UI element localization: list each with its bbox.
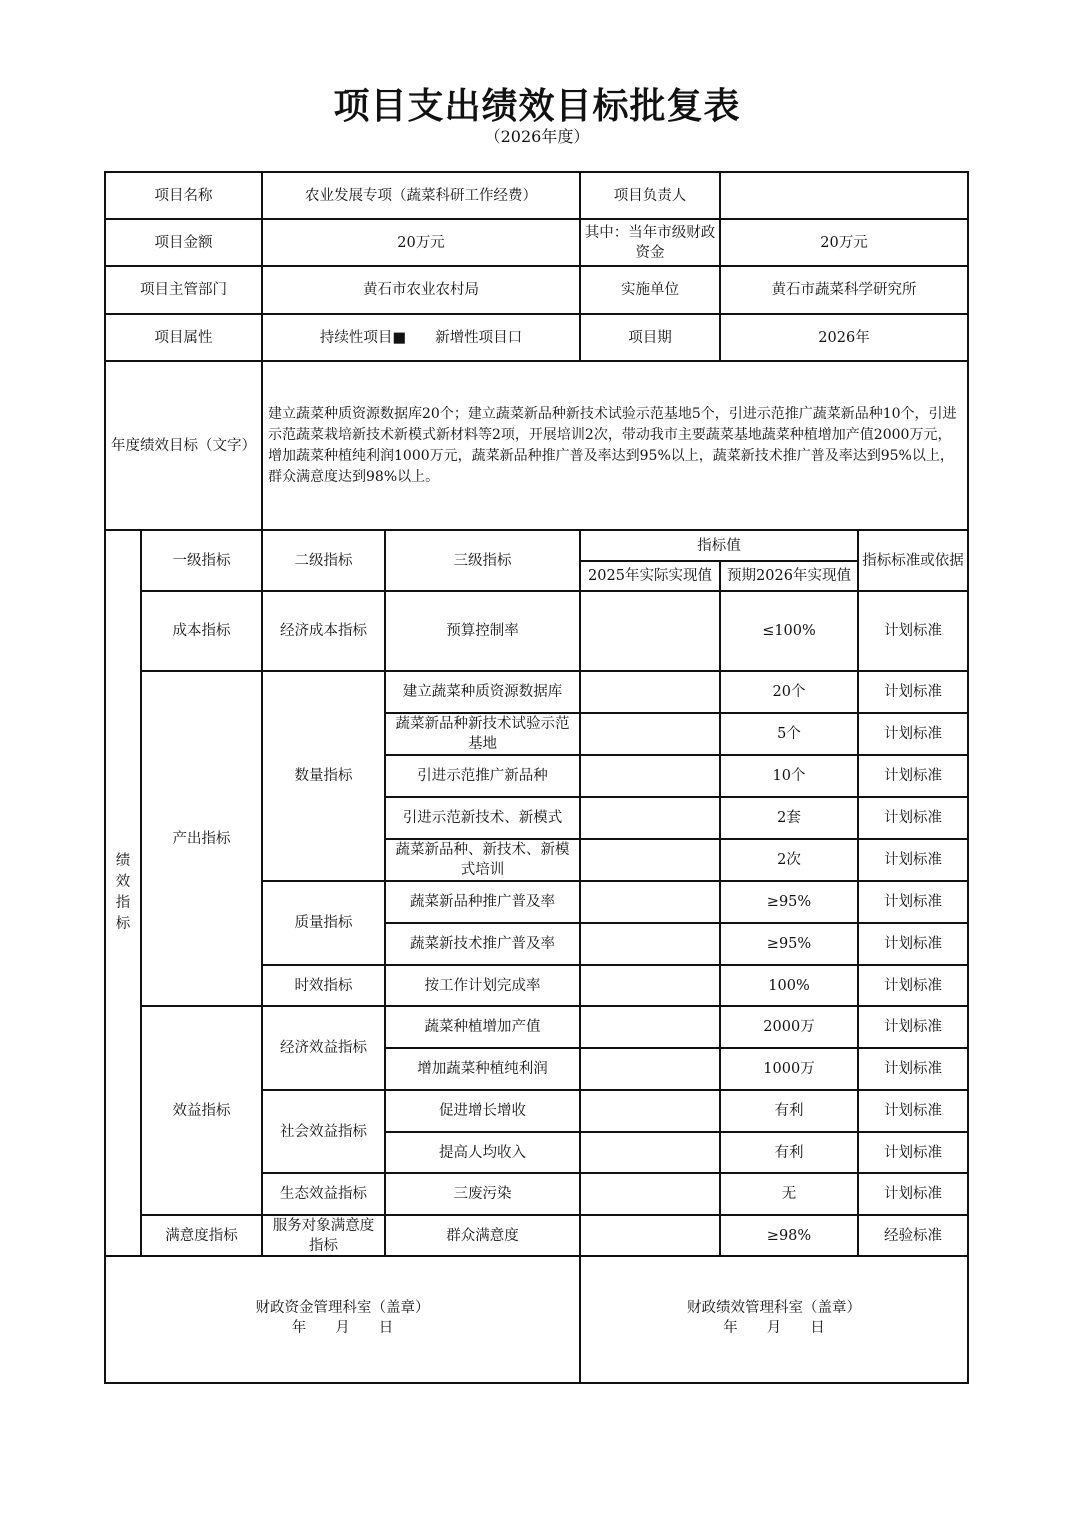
- table-rule: [261, 1005, 386, 1007]
- indicator-actual-2025: [580, 797, 720, 839]
- table-rule: [261, 1214, 386, 1216]
- indicator-name-text: 三废污染: [453, 1186, 512, 1202]
- table-rule: [384, 838, 969, 840]
- header-level3: [385, 530, 580, 591]
- indicator-basis-text: 计划标准: [884, 623, 942, 639]
- table-rule: [104, 313, 969, 315]
- indicator-name: [385, 671, 580, 713]
- table-rule: [140, 590, 969, 592]
- indicator-basis-text: 计划标准: [884, 936, 942, 952]
- indicator-expected-2026-text: 1000万: [763, 1061, 815, 1077]
- indicator-basis: [858, 797, 968, 839]
- attr-secondary-label-text: 项目期: [628, 329, 672, 346]
- indicator-name-text: 蔬菜新品种推广普及率: [410, 894, 555, 910]
- table-rule: [384, 1047, 969, 1049]
- right-office-label: 财政绩效管理科室（盖章）: [687, 1300, 861, 1316]
- table-rule: [384, 1214, 969, 1216]
- dept-label-text: 项目主管部门: [140, 282, 227, 298]
- indicator-actual-2025: [580, 1048, 720, 1090]
- dept-value-text: 黄石市农业农村局: [363, 282, 479, 298]
- indicator-basis: [858, 591, 968, 671]
- indicator-name-text: 蔬菜新技术推广普及率: [410, 936, 555, 952]
- indicator-name-text: 群众满意度: [446, 1227, 519, 1244]
- indicator-name: [385, 1215, 580, 1256]
- attr-secondary-label: [580, 314, 720, 361]
- dept-value: [262, 266, 580, 314]
- indicator-basis-text: 计划标准: [884, 768, 942, 784]
- indicator-basis-text: 计划标准: [884, 977, 942, 994]
- attr-label: [105, 314, 262, 361]
- table-rule: [104, 218, 969, 220]
- indicator-expected-2026: [720, 1090, 858, 1132]
- indicator-actual-2025: [580, 591, 720, 671]
- indicator-expected-2026-text: 无: [781, 1186, 797, 1202]
- indicator-basis-text: 计划标准: [884, 1019, 942, 1035]
- indicator-actual-2025: [580, 755, 720, 797]
- indicator-basis: [858, 755, 968, 797]
- indicator-expected-2026: [720, 671, 858, 713]
- level2-indicator: [262, 671, 385, 881]
- project-value-text: 农业发展专项（蔬菜科研工作经费）: [305, 187, 537, 204]
- indicator-expected-2026-text: 2000万: [763, 1019, 815, 1035]
- level2-indicator: [262, 1215, 385, 1256]
- table-rule: [384, 1172, 969, 1174]
- indicator-name: [385, 1132, 580, 1173]
- project-secondary-value: [720, 172, 968, 219]
- indicator-basis-text: 经验标准: [884, 1227, 942, 1244]
- project-label-text: 项目名称: [154, 187, 213, 204]
- amount-label-text: 项目金额: [154, 234, 213, 251]
- goal-label-text: 年度绩效目标（文字）: [111, 437, 256, 454]
- indicator-basis-text: 计划标准: [884, 1144, 942, 1161]
- attr-label-text: 项目属性: [154, 329, 213, 346]
- table-rule: [384, 712, 969, 714]
- header-level2: [262, 530, 385, 591]
- table-rule: [384, 529, 386, 1257]
- level2-indicator: [262, 965, 385, 1006]
- project-label: [105, 172, 262, 219]
- left-office-label: 财政资金管理科室（盖章）: [255, 1300, 430, 1316]
- dept-secondary-label-text: 实施单位: [621, 282, 679, 298]
- indicator-basis: [858, 1173, 968, 1215]
- indicator-expected-2026-text: 2套: [777, 810, 801, 826]
- level2-indicator: [262, 1006, 385, 1090]
- table-rule: [719, 560, 721, 1257]
- indicator-actual-2025: [580, 1215, 720, 1256]
- indicator-basis-text: 计划标准: [884, 1061, 942, 1077]
- indicator-name-text: 蔬菜种植增加产值: [424, 1019, 541, 1035]
- table-rule: [857, 529, 859, 1257]
- attr-value-text: 持续性项目■ 新增性项目口: [319, 329, 523, 346]
- indicator-expected-2026-text: 有利: [774, 1144, 804, 1161]
- goal-text-text: 建立蔬菜种质资源数据库20个；建立蔬菜新品种新技术试验示范基地5个，引进示范推广蔬菜新品种10个，引进示范蔬菜栽培新技术新模式新材料等2项，开展培训2次，带动我市主要蔬菜基地蔬菜种植增加产值2000万元，增加蔬菜种植纯利润1000万元，蔬菜新品种推广普及率达到95%以上，蔬菜新技术推广普及率达到95%以上，群众满意度达到98%以上。: [268, 405, 957, 485]
- attr-secondary-value: [720, 314, 968, 361]
- level2-indicator-text: 服务对象满意度指标: [272, 1217, 375, 1254]
- indicator-name-text: 预算控制率: [446, 623, 519, 639]
- header-level2-text: 二级指标: [294, 552, 353, 569]
- indicator-basis-text: 计划标准: [884, 684, 942, 700]
- level1-indicator-text: 满意度指标: [165, 1227, 238, 1244]
- indicator-basis: [858, 1215, 968, 1256]
- indicator-basis: [858, 671, 968, 713]
- indicator-expected-2026: [720, 1006, 858, 1048]
- table-rule: [140, 529, 142, 1257]
- indicator-name: [385, 881, 580, 923]
- header-basis: [858, 530, 968, 591]
- table-rule: [261, 1172, 386, 1174]
- table-rule: [104, 265, 969, 267]
- indicator-expected-2026: [720, 713, 858, 755]
- dept-label: [105, 266, 262, 314]
- amount-value: [262, 219, 580, 266]
- table-rule: [261, 1089, 386, 1091]
- indicator-name-text: 蔬菜新品种新技术试验示范基地: [395, 716, 570, 752]
- indicator-basis-text: 计划标准: [884, 810, 942, 826]
- indicator-actual-2025: [580, 671, 720, 713]
- indicator-expected-2026: [720, 1215, 858, 1256]
- project-value: [262, 172, 580, 219]
- performance-indicators-label: [105, 530, 141, 1256]
- indicator-expected-2026-text: 2次: [777, 852, 801, 868]
- header-value-text: 指标值: [697, 537, 741, 554]
- level1-indicator: [141, 1215, 262, 1256]
- indicator-basis-text: 计划标准: [884, 1186, 942, 1202]
- goal-label: [105, 361, 262, 530]
- indicator-expected-2026-text: ≥95%: [766, 936, 812, 952]
- table-rule: [384, 964, 969, 966]
- indicator-expected-2026-text: 20个: [772, 684, 806, 700]
- level1-indicator-text: 产出指标: [172, 830, 231, 847]
- indicator-actual-2025: [580, 1090, 720, 1132]
- indicator-actual-2025: [580, 881, 720, 923]
- indicator-basis: [858, 1090, 968, 1132]
- indicator-name: [385, 839, 580, 881]
- indicator-name: [385, 797, 580, 839]
- indicator-expected-2026-text: ≤100%: [762, 623, 816, 639]
- header-expected-2026-text: 预期2026年实现值: [727, 568, 851, 584]
- goal-text: [262, 361, 968, 530]
- table-rule: [579, 529, 581, 1384]
- indicator-name: [385, 1048, 580, 1090]
- indicator-expected-2026-text: 100%: [768, 977, 810, 994]
- level1-indicator-text: 效益指标: [172, 1102, 231, 1119]
- level2-indicator: [262, 1173, 385, 1215]
- level1-indicator: [141, 1006, 262, 1215]
- header-value: [580, 530, 858, 561]
- indicator-basis: [858, 1132, 968, 1173]
- indicator-expected-2026: [720, 923, 858, 965]
- indicator-name: [385, 755, 580, 797]
- table-rule: [384, 1005, 969, 1007]
- level2-indicator-text: 经济成本指标: [280, 623, 367, 639]
- indicator-basis: [858, 1006, 968, 1048]
- indicator-name: [385, 1006, 580, 1048]
- indicator-basis-text: 计划标准: [884, 1103, 942, 1119]
- indicator-basis: [858, 1048, 968, 1090]
- indicator-name: [385, 591, 580, 671]
- indicator-expected-2026: [720, 839, 858, 881]
- indicator-expected-2026-text: 10个: [772, 768, 806, 784]
- header-level1-text: 一级指标: [172, 552, 231, 569]
- table-rule: [384, 796, 969, 798]
- indicator-name-text: 提高人均收入: [439, 1144, 526, 1161]
- level1-indicator-text: 成本指标: [172, 623, 231, 639]
- left-date-label: 年 月 日: [291, 1320, 394, 1336]
- left-signature-block: [105, 1256, 580, 1383]
- header-expected-2026: [720, 561, 858, 591]
- indicator-expected-2026: [720, 1132, 858, 1173]
- amount-secondary-value: [720, 219, 968, 266]
- table-rule: [261, 964, 386, 966]
- header-actual-2025-text: 2025年实际实现值: [588, 568, 712, 584]
- indicator-actual-2025: [580, 713, 720, 755]
- dept-secondary-label: [580, 266, 720, 314]
- table-rule: [384, 880, 969, 882]
- performance-indicators-label-text: 绩效指标: [115, 853, 131, 932]
- indicator-actual-2025: [580, 1173, 720, 1215]
- table-rule: [261, 171, 263, 531]
- page-subtitle: （2026年度）: [484, 127, 590, 146]
- header-actual-2025: [580, 561, 720, 591]
- indicator-expected-2026: [720, 1173, 858, 1215]
- indicator-expected-2026: [720, 797, 858, 839]
- level2-indicator-text: 生态效益指标: [280, 1186, 367, 1202]
- indicator-name: [385, 713, 580, 755]
- indicator-name-text: 促进增长增收: [439, 1103, 526, 1119]
- indicator-actual-2025: [580, 1006, 720, 1048]
- indicator-basis-text: 计划标准: [884, 726, 942, 742]
- page-title: 项目支出绩效目标批复表: [333, 86, 741, 127]
- table-rule: [261, 880, 386, 882]
- amount-secondary-label-text: 其中：当年市级财政资金: [584, 224, 716, 261]
- attr-secondary-value-text: 2026年: [818, 329, 870, 346]
- indicator-expected-2026: [720, 755, 858, 797]
- indicator-basis: [858, 839, 968, 881]
- indicator-name-text: 引进示范新技术、新模式: [402, 810, 563, 826]
- level2-indicator-text: 数量指标: [294, 768, 353, 784]
- level2-indicator-text: 质量指标: [294, 915, 353, 931]
- table-rule: [384, 670, 969, 672]
- indicator-name-text: 按工作计划完成率: [424, 977, 541, 994]
- indicator-expected-2026: [720, 1048, 858, 1090]
- level2-indicator-text: 经济效益指标: [280, 1040, 367, 1056]
- right-signature-block: [580, 1256, 968, 1383]
- dept-secondary-value-text: 黄石市蔬菜科学研究所: [771, 282, 917, 298]
- indicator-name-text: 蔬菜新品种、新技术、新模式培训: [395, 842, 570, 878]
- indicator-basis: [858, 713, 968, 755]
- indicator-basis: [858, 881, 968, 923]
- table-rule: [384, 922, 969, 924]
- header-basis-text: 指标标准或依据: [862, 552, 964, 569]
- table-rule: [967, 171, 969, 1384]
- indicator-name-text: 增加蔬菜种植纯利润: [417, 1061, 548, 1077]
- table-rule: [384, 1089, 969, 1091]
- indicator-actual-2025: [580, 1132, 720, 1173]
- table-rule: [719, 171, 721, 362]
- amount-secondary-value-text: 20万元: [820, 234, 868, 251]
- indicator-expected-2026-text: 5个: [777, 726, 801, 742]
- table-rule: [579, 171, 581, 362]
- level2-indicator: [262, 591, 385, 671]
- indicator-basis-text: 计划标准: [884, 894, 942, 910]
- header-level3-text: 三级指标: [453, 552, 512, 569]
- table-rule: [104, 171, 969, 173]
- level1-indicator: [141, 671, 262, 1006]
- indicator-name: [385, 923, 580, 965]
- table-rule: [104, 1382, 969, 1384]
- project-secondary-label: [580, 172, 720, 219]
- indicator-actual-2025: [580, 923, 720, 965]
- indicator-name: [385, 1173, 580, 1215]
- level2-indicator-text: 社会效益指标: [280, 1123, 367, 1140]
- indicator-expected-2026-text: 有利: [774, 1103, 804, 1119]
- indicator-name-text: 引进示范推广新品种: [417, 768, 548, 784]
- indicator-basis-text: 计划标准: [884, 852, 942, 868]
- attr-value: [262, 314, 580, 361]
- level1-indicator: [141, 591, 262, 671]
- indicator-actual-2025: [580, 839, 720, 881]
- indicator-basis: [858, 923, 968, 965]
- table-rule: [261, 529, 263, 1257]
- indicator-expected-2026: [720, 965, 858, 1006]
- indicator-basis: [858, 965, 968, 1006]
- indicator-expected-2026-text: ≥98%: [766, 1227, 812, 1244]
- table-rule: [384, 754, 969, 756]
- indicator-expected-2026: [720, 881, 858, 923]
- amount-label: [105, 219, 262, 266]
- project-secondary-label-text: 项目负责人: [613, 187, 687, 204]
- indicator-actual-2025: [580, 965, 720, 1006]
- level2-indicator: [262, 1090, 385, 1173]
- table-rule: [384, 1131, 969, 1133]
- indicator-name: [385, 965, 580, 1006]
- level2-indicator: [262, 881, 385, 965]
- table-rule: [104, 171, 106, 1384]
- table-rule: [261, 670, 386, 672]
- indicator-expected-2026-text: ≥95%: [766, 894, 812, 910]
- indicator-name-text: 建立蔬菜种质资源数据库: [402, 684, 563, 700]
- dept-secondary-value: [720, 266, 968, 314]
- indicator-expected-2026: [720, 591, 858, 671]
- level2-indicator-text: 时效指标: [294, 977, 353, 994]
- indicator-name: [385, 1090, 580, 1132]
- header-level1: [141, 530, 262, 591]
- amount-secondary-label: [580, 219, 720, 266]
- amount-value-text: 20万元: [397, 234, 445, 251]
- right-date-label: 年 月 日: [723, 1320, 825, 1336]
